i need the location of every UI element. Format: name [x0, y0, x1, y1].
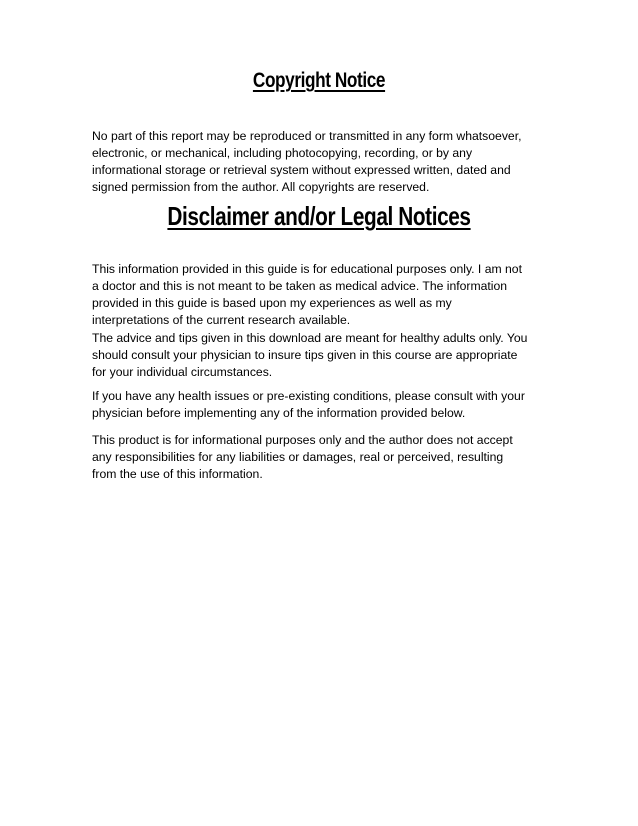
disclaimer-paragraph-educational [92, 261, 562, 329]
disclaimer-paragraph-healthy-adults [92, 330, 562, 381]
paragraph-line: interpretations of the current research available. [92, 313, 351, 327]
paragraph-line: electronic, or mechanical, including photocopying, recording, or by any [92, 146, 473, 160]
paragraph-line: should consult your physician to insure tips given in this course are appropriate [92, 348, 518, 362]
paragraph-line: any responsibilities for any liabilities or damages, real or perceived, resulting [92, 450, 504, 464]
copyright-paragraph [92, 128, 562, 196]
paragraph-line: This product is for informational purposes only and the author does not accept [92, 433, 513, 447]
paragraph-line: This information provided in this guide is for educational purposes only. I am not [92, 262, 522, 276]
paragraph-line: a doctor and this is not meant to be taken as medical advice. The information [92, 279, 508, 293]
paragraph-line: for your individual circumstances. [92, 365, 273, 379]
disclaimer-paragraph-health-issues [92, 388, 562, 422]
paragraph-line: physician before implementing any of the information provided below. [92, 406, 466, 420]
paragraph-line: The advice and tips given in this download are meant for healthy adults only. You [92, 331, 528, 345]
paragraph-line: provided in this guide is based upon my experiences as well as my [92, 296, 452, 310]
paragraph-line: If you have any health issues or pre-existing conditions, please consult with your [92, 389, 525, 403]
paragraph-line: signed permission from the author. All copyrights are reserved. [92, 180, 430, 194]
copyright-notice-heading: Copyright Notice [252, 69, 386, 92]
paragraph-line: No part of this report may be reproduced or transmitted in any form whatsoever, [92, 129, 522, 143]
paragraph-line: informational storage or retrieval system without expressed written, dated and [92, 163, 511, 177]
disclaimer-heading: Disclaimer and/or Legal Notices [167, 201, 471, 231]
disclaimer-paragraph-liability [92, 432, 562, 483]
paragraph-line: from the use of this information. [92, 467, 263, 481]
